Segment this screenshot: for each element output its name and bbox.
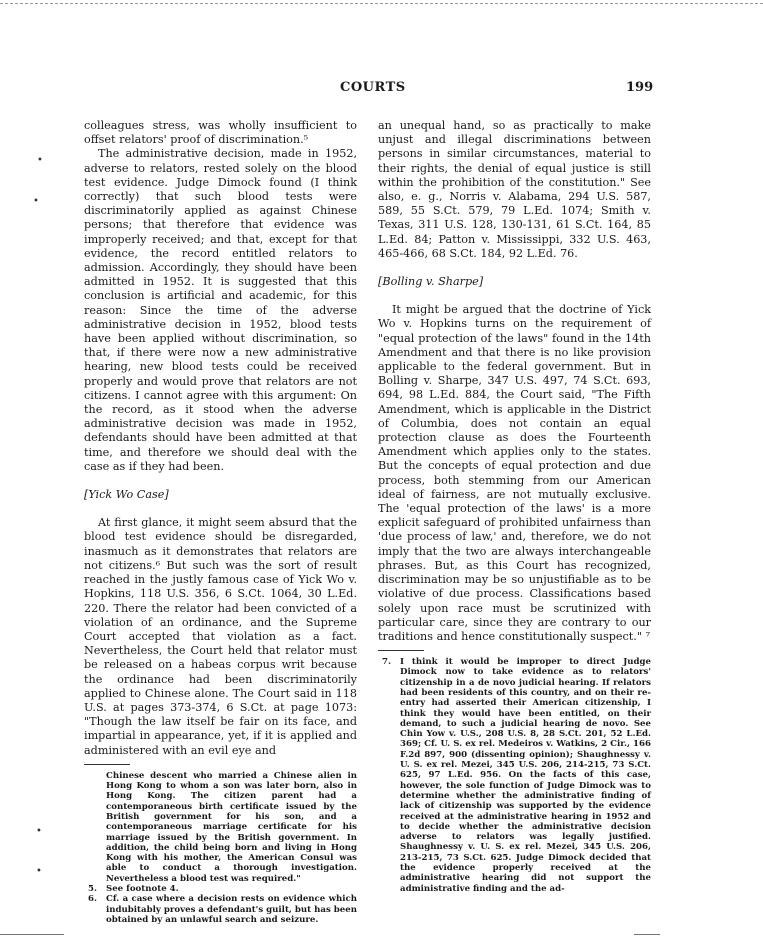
paragraph: colleagues stress, was wholly insufficient to offset relators' proof of discrimination.⁵ [84, 119, 357, 147]
stray-mark: • [37, 155, 43, 166]
footnote-5 [84, 884, 357, 894]
stray-mark: • [36, 866, 42, 877]
footnote-number: 6. [88, 894, 97, 905]
footer-rule-right [634, 934, 660, 935]
footnote-text: See footnote 4. [106, 884, 179, 894]
stray-mark: • [36, 826, 42, 837]
footnote-text: Cf. a case where a decision rests on evidence which indubitably proves a defendant's guilt, but has been obtained by an unlawful search and seizure. [106, 894, 357, 925]
footnote-6 [84, 894, 357, 925]
paragraph: It might be argued that the doctrine of Yick Wo v. Hopkins turns on the requirement of "equal protection of the laws" found in the 14th Amendment and that there is no like provision applicable to the federal government. But in Bolling v. Sharpe, 347 U.S. 497, 74 S.Ct. 693, 694, 98 L.Ed. 884, the Court said, "The Fifth Amendment, which is applicable in the District of Columbia, does not contain an equal protection clause as does the Fourteenth Amendment which applies only to the states. But the concepts of equal protection and due process, both stemming from our American ideal of fairness, are not mutually exclusive. The 'equal protection of the laws' is a more explicit safeguard of prohibited unfairness than 'due process of law,' and, therefore, we do not imply that the two are always interchangeable phrases. But, as this Court has recognized, discrimination may be so unjustifiable as to be violative of due process. Classifications based solely upon race must be scrutinized with particular care, since they are contrary to our traditions and hence constitutionally suspect." ⁷ [378, 303, 651, 643]
footnote-divider [84, 764, 130, 765]
footnote-number: 5. [88, 884, 97, 894]
paragraph: At first glance, it might seem absurd that the blood test evidence should be disregarded, inasmuch as it demonstrates that relators are not citizens.⁶ But such was the sort of result reached in the justly famous case of Yick Wo v. Hopkins, 118 U.S. 356, 6 S.Ct. 1064, 30 L.Ed. 220. There the relator had been convicted of a violation of an ordinance, and the Supreme Court accepted that violation as a fact. Nevertheless, the Court held that relator must be released on a habeas corpus writ because the ordinance had been discriminatorily applied to Chinese alone. The Court said in 118 U.S. at pages 373-374, 6 S.Ct. at page 1073: "Though the law itself be fair on its face, and impartial in appearance, yet, if it is applied and administered with an evil eye and [84, 516, 357, 757]
paragraph: The administrative decision, made in 1952, adverse to relators, rested solely on the blood test evidence. Judge Dimock found (I think correctly) that such blood tests were discriminatorily applied as against Chinese persons; that therefore that evidence was improperly received; and that, except for that evidence, the record entitled relators to admission. Accordingly, they should have been admitted in 1952. It is suggested that this conclusion is artificial and academic, for this reason: Since the time of the adverse administrative decision in 1952, blood tests have been applied without discrimination, so that, if there were now a new administrative hearing, new blood tests could be received properly and would prove that relators are not citizens. I cannot agree with this argument: On the record, as it stood when the adverse administrative decision was made in 1952, defendants should have been admitted at that time, and therefore we should deal with the case as if they had been. [84, 147, 357, 473]
left-column [84, 119, 357, 925]
section-heading: [Bolling v. Sharpe] [378, 275, 484, 289]
footnote-number: 7. [382, 657, 391, 668]
footnote-divider [378, 650, 424, 651]
stray-mark: • [33, 196, 39, 207]
section-heading: [Yick Wo Case] [84, 488, 169, 502]
footer-rule-left [0, 934, 64, 935]
footnote-text: I think it would be improper to direct Judge Dimock now to take evidence as to relators' citizenship in a de novo judicial hearing. If relators had been residents of this country, and on their re-entry had asserted their American citizenship, I think they would have been entitled, on their demand, to such a judicial hearing de novo. See Chin Yow v. U.S., 208 U.S. 8, 28 S.Ct. 201, 52 L.Ed. 369; Cf. U. S. ex rel. Medeiros v. Watkins, 2 Cir., 166 F.2d 897, 900 (dissenting opinion); Shaughnessy v. U. S. ex rel. Mezei, 345 U.S. 206, 214-215, 73 S.Ct. 625, 97 L.Ed. 956. On the facts of this case, however, the sole function of Judge Dimock was to determine whether the administrative finding of lack of citizenship was supported by the evidence received at the administrative hearing in 1952 and to decide whether the administrative decision adverse to relators was legally justified. Shaughnessy v. U. S. ex rel. Mezei, 345 U.S. 206, 213-215, 73 S.Ct. 625. Judge Dimock decided that the evidence properly received at the administrative hearing did not support the administrative finding and the ad- [400, 657, 651, 894]
footnote-continuation: Chinese descent who married a Chinese alien in Hong Kong to whom a son was later born, also in Hong Kong. The citizen parent had a contemporaneous birth certificate issued by the British government for his son, and a contemporaneous marriage certificate for his marriage issued by the British government. In addition, the child being born and living in Hong Kong with his mother, the American Consul was able to conduct a thorough investigation. Nevertheless a blood test was required." [106, 770, 357, 884]
running-head: COURTS [340, 80, 406, 95]
right-column [378, 119, 651, 894]
footnote-7 [378, 657, 651, 894]
paragraph: an unequal hand, so as practically to make unjust and illegal discriminations between persons in similar circumstances, material to their rights, the denial of equal justice is still within the prohibition of the constitution." See also, e. g., Norris v. Alabama, 294 U.S. 587, 589, 55 S.Ct. 579, 79 L.Ed. 1074; Smith v. Texas, 311 U.S. 128, 130-131, 61 S.Ct. 164, 85 L.Ed. 84; Patton v. Mississippi, 332 U.S. 463, 465-466, 68 S.Ct. 184, 92 L.Ed. 76. [378, 119, 651, 260]
scan-edge-dashes [0, 3, 763, 4]
page-number: 199 [626, 80, 654, 95]
